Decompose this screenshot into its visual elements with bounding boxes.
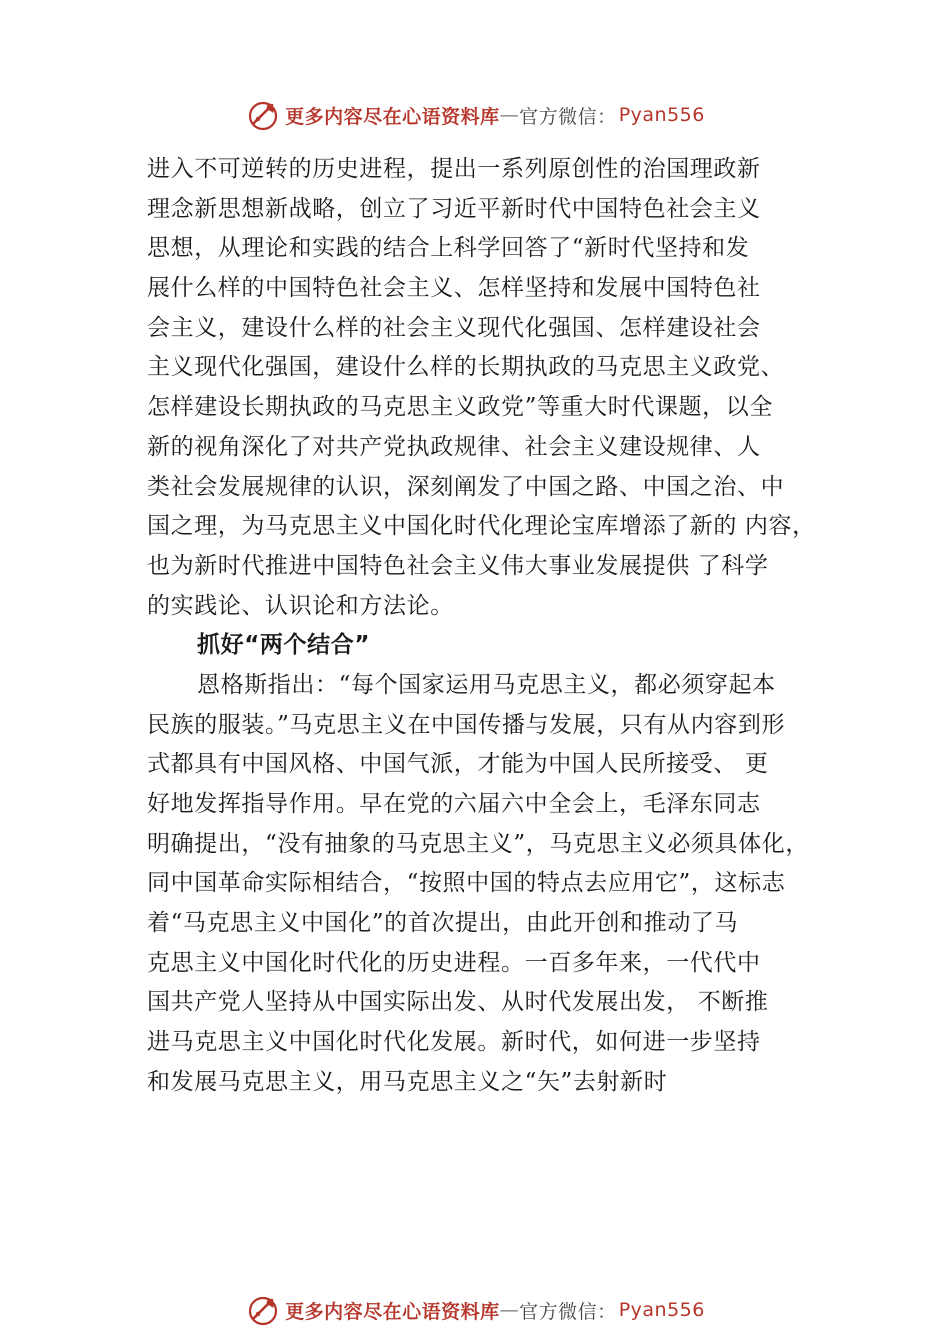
paragraph-line: 的实践论、认识论和方法论。 <box>147 592 454 619</box>
watermark-wechat-id: Pyan556 <box>618 1299 705 1321</box>
paragraph-line: 国之理，为马克思主义中国化时代化理论宝库增添了新的 内容， <box>147 513 816 540</box>
paragraph-line: 类社会发展规律的认识，深刻阐发了中国之路、中国之治、中 <box>147 473 785 500</box>
watermark-wechat-label: 官方微信： <box>519 105 617 128</box>
quill-seal-logo-icon <box>245 1292 281 1328</box>
paragraph-line: 怎样建设长期执政的马克思主义政党”等重大时代课题，以全 <box>147 394 773 421</box>
watermark-library-text: 更多内容尽在心语资料库 <box>285 105 500 128</box>
paragraph-line: 着“马克思主义中国化”的首次提出，由此开创和推动了马 <box>147 910 739 937</box>
paragraph-line: 好地发挥指导作用。早在党的六届六中全会上，毛泽东同志 <box>147 791 761 817</box>
paragraph-line: 进入不可逆转的历史进程，提出一系列原创性的治国理政新 <box>147 156 761 182</box>
footer-watermark <box>0 1290 950 1330</box>
paragraph-line: 恩格斯指出：“每个国家运用马克思主义，都必须穿起本 <box>197 671 776 698</box>
watermark-wechat-label: 官方微信： <box>519 1300 617 1323</box>
watermark-dash: — <box>499 104 520 126</box>
paragraph-line: 国共产党人坚持从中国实际出发、从时代发展出发， 不断推 <box>147 989 769 1016</box>
watermark-library-text: 更多内容尽在心语资料库 <box>285 1300 500 1323</box>
watermark-dash: — <box>499 1299 520 1321</box>
paragraph-line: 式都具有中国风格、中国气派，才能为中国人民所接受、 更 <box>147 751 769 778</box>
paragraph-line: 明确提出，“没有抽象的马克思主义”，马克思主义必须具体化， <box>147 830 809 857</box>
paragraph-line: 民族的服装。”马克思主义在中国传播与发展，只有从内容到形 <box>147 711 786 738</box>
paragraph-line: 克思主义中国化时代化的历史进程。一百多年来，一代代中 <box>147 949 761 976</box>
paragraph-line: 同中国革命实际相结合，“按照中国的特点去应用它”，这标志 <box>147 870 786 897</box>
document-body <box>147 150 847 1103</box>
paragraph-line: 进马克思主义中国化时代化发展。新时代，如何进一步坚持 <box>147 1029 761 1056</box>
quill-seal-logo-icon <box>245 97 281 133</box>
paragraph-line: 主义现代化强国，建设什么样的长期执政的马克思主义政党、 <box>147 354 785 381</box>
paragraph-line: 会主义，建设什么样的社会主义现代化强国、怎样建设社会 <box>147 314 761 341</box>
paragraph-line: 理念新思想新战略，创立了习近平新时代中国特色社会主义 <box>147 195 761 222</box>
section-heading: 抓好“两个结合” <box>197 632 371 659</box>
paragraph-line: 和发展马克思主义，用马克思主义之“矢”去射新时 <box>147 1068 668 1095</box>
watermark-wechat-id: Pyan556 <box>618 104 705 126</box>
paragraph-line: 也为新时代推进中国特色社会主义伟大事业发展提供 了科学 <box>147 552 769 579</box>
paragraph-line: 新的视角深化了对共产党执政规律、社会主义建设规律、人 <box>147 433 761 460</box>
paragraph-line: 思想，从理论和实践的结合上科学回答了“新时代坚持和发 <box>147 235 750 262</box>
header-watermark <box>0 95 950 135</box>
paragraph-line: 展什么样的中国特色社会主义、怎样坚持和发展中国特色社 <box>147 275 761 302</box>
